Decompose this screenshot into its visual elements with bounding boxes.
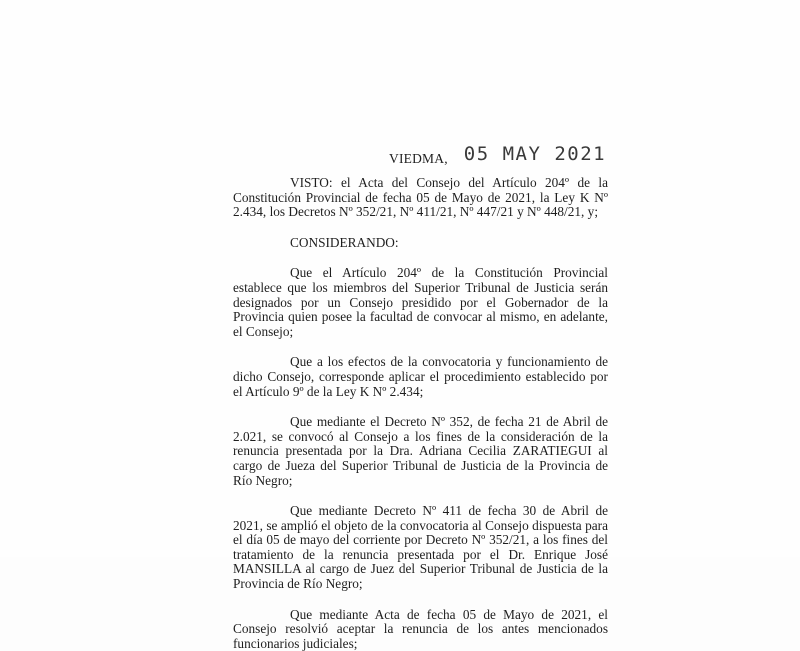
date-stamp: 05 MAY 2021: [463, 143, 607, 165]
place-name: VIEDMA,: [389, 151, 448, 166]
considerando-paragraph-4: Que mediante Decreto Nº 411 de fecha 30 de Abril de 2021, se amplió el objeto de la convocatoria al Consejo dispuesta para el día 05 de mayo del corriente por Decreto Nº 352/21, a los fines del tratamiento de la renuncia presentada por el Dr. Enrique José MANSILLA al cargo de Juez del Superior Tribunal de Justicia de la Provincia de Río Negro;: [233, 503, 608, 592]
document-header: [389, 143, 607, 168]
considerando-paragraph-3: Que mediante el Decreto Nº 352, de fecha 21 de Abril de 2.021, se convocó al Consejo a los fines de la consideración de la renuncia presentada por la Dra. Adriana Cecilia ZARATIEGUI al cargo de Jueza del Superior Tribunal de Justicia de la Provincia de Río Negro;: [233, 414, 608, 488]
visto-paragraph: VISTO: el Acta del Consejo del Artículo 204º de la Constitución Provincial de fecha 05 de Mayo de 2021, la Ley K Nº 2.434, los Decretos Nº 352/21, Nº 411/21, Nº 447/21 y Nº 448/21, y;: [233, 175, 608, 220]
considerando-paragraph-2: Que a los efectos de la convocatoria y funcionamiento de dicho Consejo, corresponde aplicar el procedimiento establecido por el Artículo 9º de la Ley K Nº 2.434;: [233, 354, 608, 399]
considerando-paragraph-1: Que el Artículo 204º de la Constitución Provincial establece que los miembros del Superior Tribunal de Justicia serán designados por un Consejo presidido por el Gobernador de la Provincia quien posee la facultad de convocar al mismo, en adelante, el Consejo;: [233, 265, 608, 339]
considerando-heading: CONSIDERANDO:: [290, 234, 399, 250]
document-body: [233, 176, 608, 651]
considerando-paragraph-5: Que mediante Acta de fecha 05 de Mayo de 2021, el Consejo resolvió aceptar la renuncia de los antes mencionados funcionarios judiciales;: [233, 606, 608, 651]
